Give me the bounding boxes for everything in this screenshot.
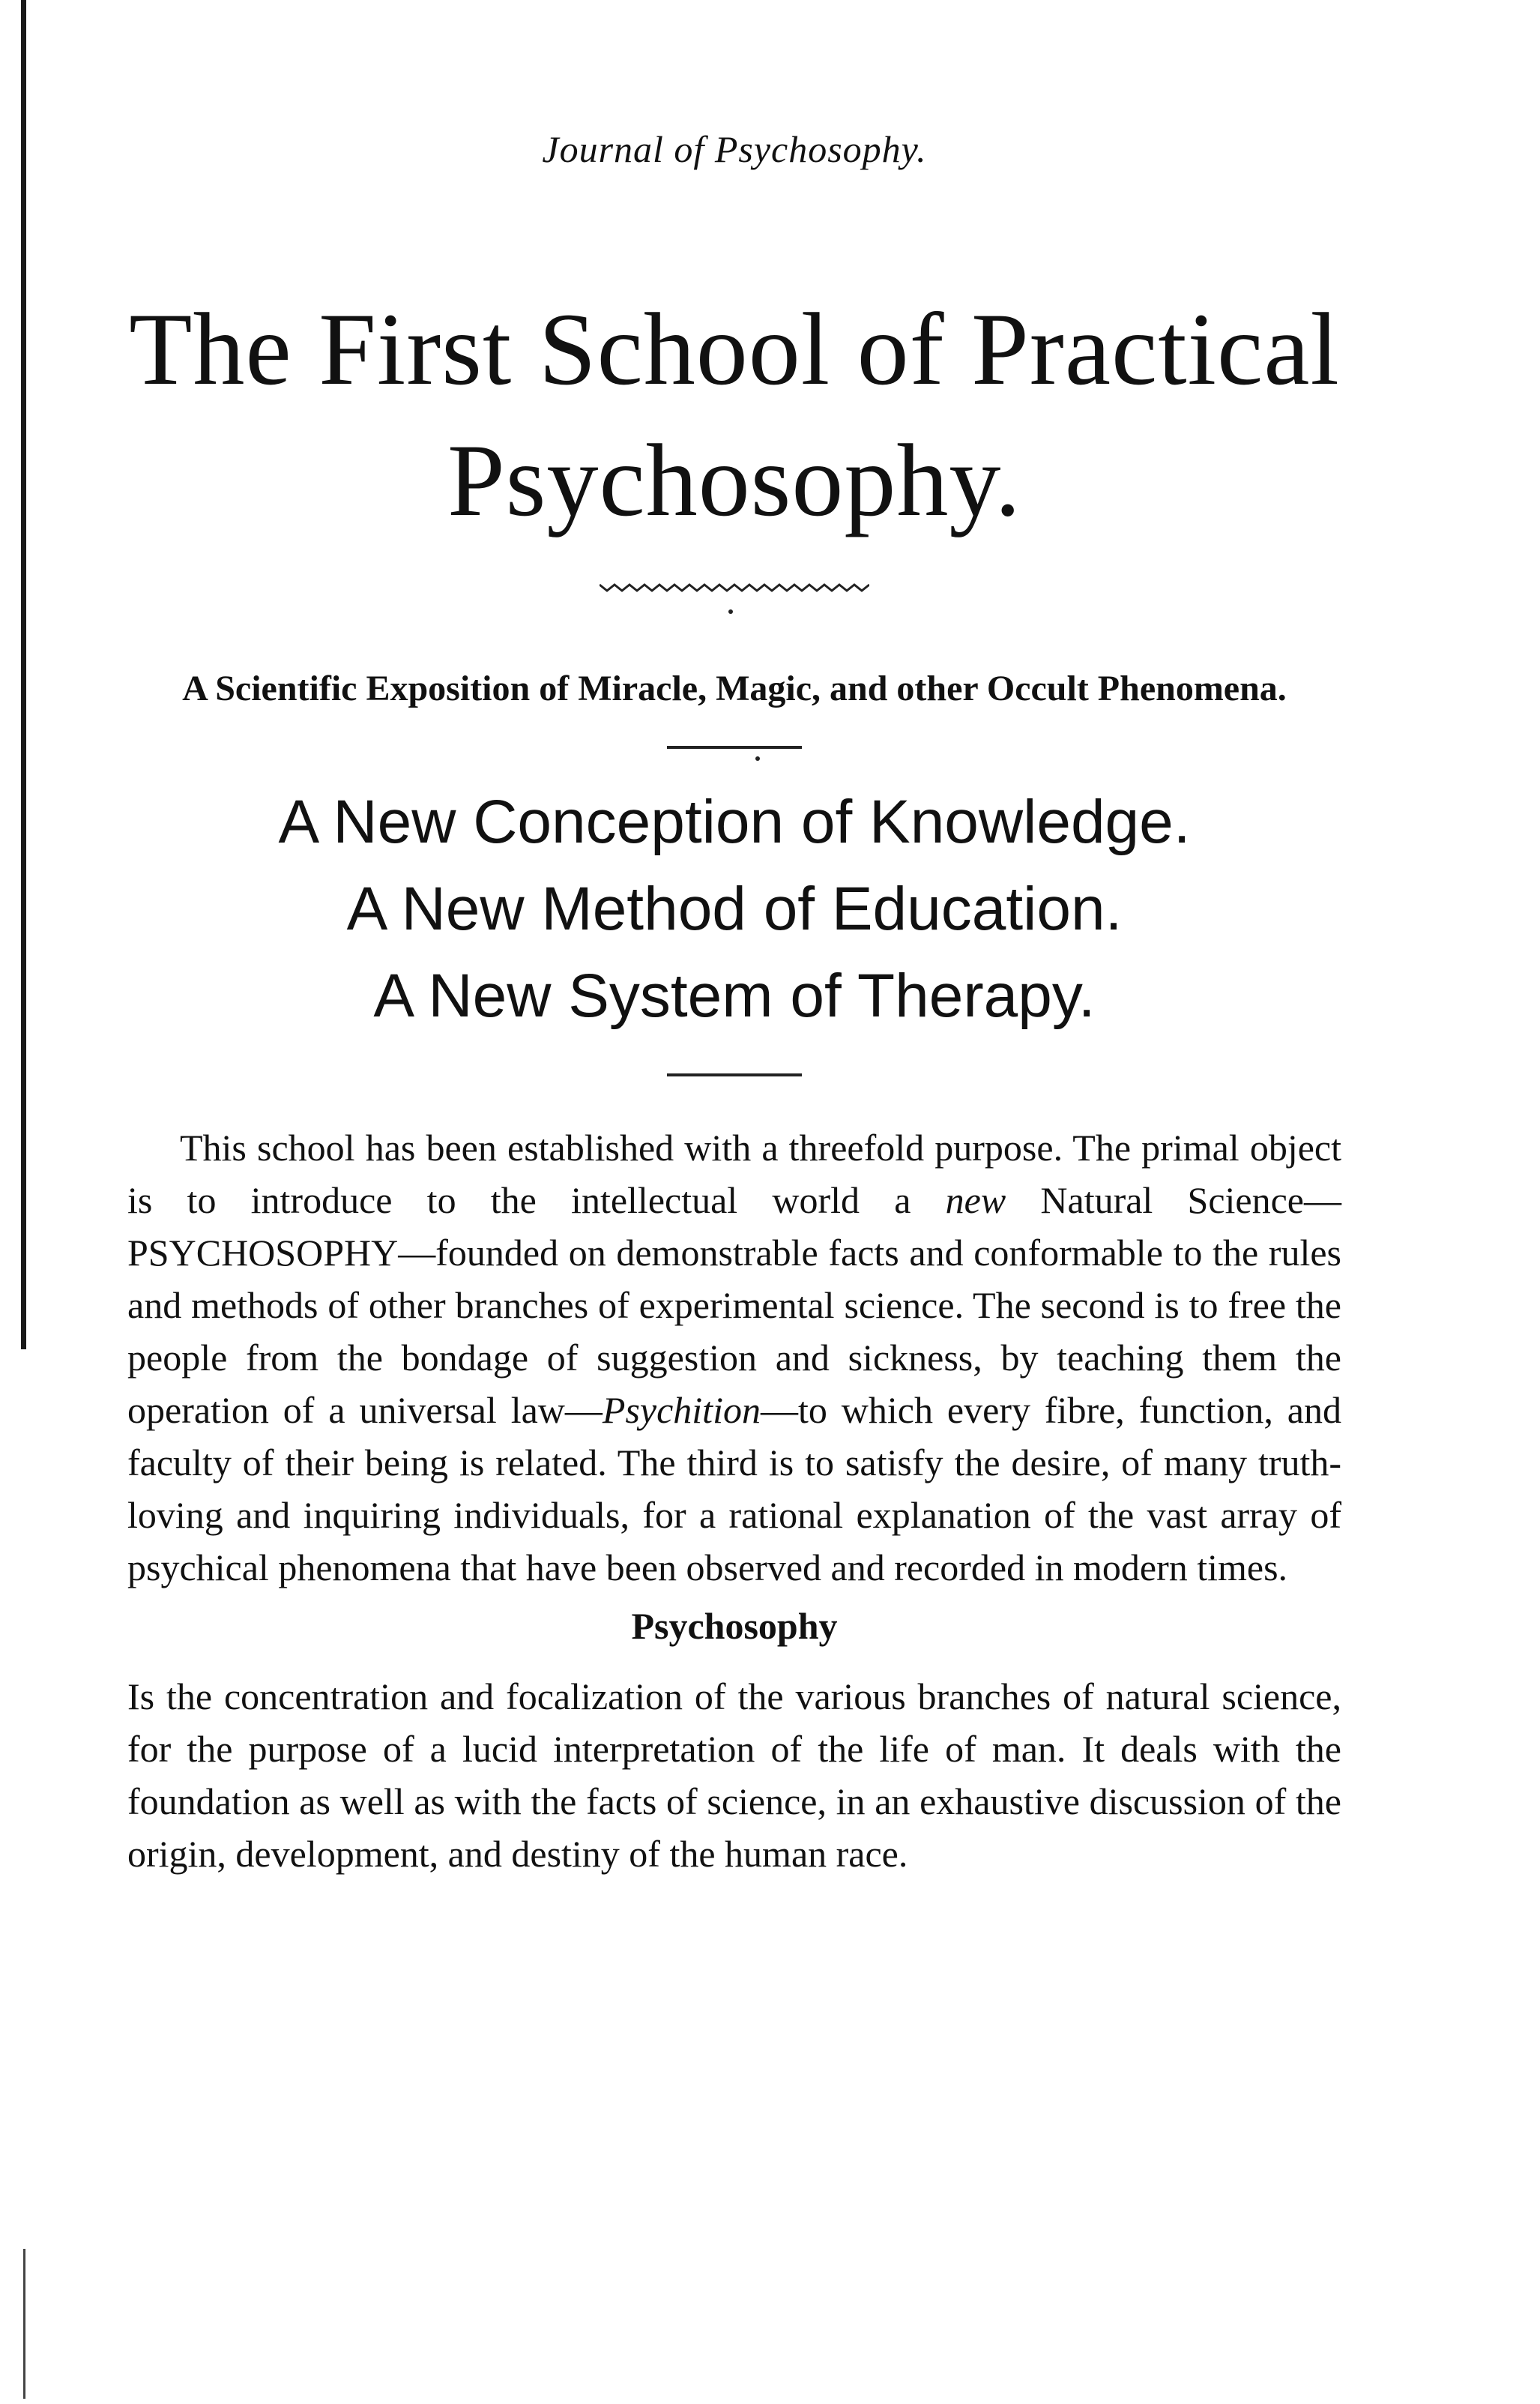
claims-list <box>127 779 1341 1040</box>
claim-item: A New Method of Education. <box>346 875 1123 943</box>
page-spine-edge <box>21 0 26 1349</box>
title-line-1: The First School of Practical <box>129 292 1340 406</box>
definition-paragraph: Is the concentration and focalization of the various branches of natural science, for the purpose of a lucid interpretation of the life of man. It deals with the foundation as well as with the facts of science, in an exhaustive discussion of the origin, development, and destiny of the human race. <box>127 1675 1341 1875</box>
title-line-2: Psychosophy. <box>447 423 1021 537</box>
wavy-ornament-icon <box>600 576 869 621</box>
intro-text-part-2: Natural Science—PSYCHOSOPHY—founded on demonstrable facts and conformable to the rules and methods of other branches of experimental science. The second is to free the people from the bondage of suggestion and sickness, by teaching them the operation of a universal law— <box>127 1179 1341 1431</box>
intro-text-part-3: —to which every fibre, function, and faculty of their being is related. The third is to satisfy the desire, of many truth-loving and inquiring individuals, for a rational explanation of the vast array of psychical phenomena that have been observed and recorded in modern times. <box>127 1389 1341 1588</box>
rule-dot <box>755 756 760 761</box>
section-heading: Psychosophy <box>631 1605 838 1647</box>
claim-item: A New System of Therapy. <box>373 962 1096 1030</box>
running-head: Journal of Psychosophy. <box>542 128 927 170</box>
claim-item: A New Conception of Knowledge. <box>278 788 1191 856</box>
divider-rule <box>667 746 802 749</box>
intro-emphasis-new: new <box>945 1179 1006 1221</box>
intro-emphasis-psychition: Psychition <box>602 1389 761 1431</box>
intro-paragraph <box>127 1121 1341 1594</box>
document-page <box>127 127 1341 1880</box>
intro-text-part-1: This school has been established with a threefold purpose. The primal object is to introduce to the intellectual world a <box>127 1127 1341 1221</box>
subtitle: A Scientific Exposition of Miracle, Magic, and other Occult Phenomena. <box>182 669 1287 708</box>
divider-rule <box>667 1073 802 1076</box>
page-spine-edge-lower <box>23 2249 25 2399</box>
page-title <box>127 283 1341 546</box>
